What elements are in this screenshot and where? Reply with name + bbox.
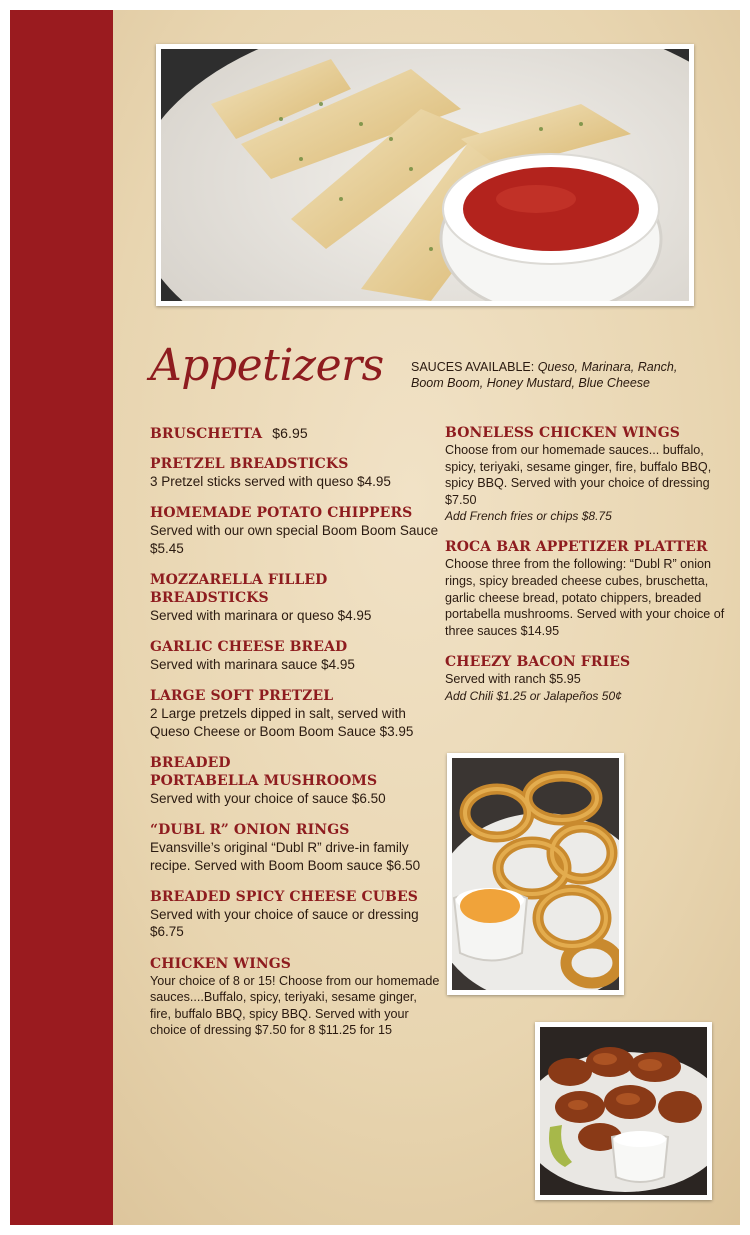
item-description: Served with marinara or queso $4.95 [150,607,372,623]
item-description: Choose three from the following: “Dubl R” onion rings, spicy breaded cheese cubes, bruschetta, garlic cheese bread, potato chippers, breaded portabella mushrooms. Served with your choice of three sauces $14.95 [445,557,725,638]
item-name: CHICKEN WINGS [150,955,292,972]
sauces-label: SAUCES AVAILABLE: [411,360,535,374]
item-name-line2: BREADSTICKS [150,589,269,606]
item-description: Served with your choice of sauce or dressing $6.75 [150,906,419,940]
item-description: 2 Large pretzels dipped in salt, served with Queso Cheese or Boom Boom Sauce $3.95 [150,706,414,739]
item-note: Add French fries or chips $8.75 [445,509,612,524]
item-name: “DUBL R” ONION RINGS [150,822,350,839]
item-name: HOMEMADE POTATO CHIPPERS [150,505,413,522]
item-note: Add Chili $1.25 or Jalapeños 50¢ [445,688,622,703]
item-name: BRUSCHETTA [150,426,263,442]
breadsticks-illustration [161,49,689,301]
item-description: Your choice of 8 or 15! Choose from our homemade sauces....Buffalo, spicy, teriyaki, sesame ginger, fire, buffalo BBQ, spicy BBQ. Served with your choice of dressing $7.50 for 8 $11.25 for 15 [150,973,440,1038]
item-name-line1: MOZZARELLA FILLED [150,571,328,588]
sauces-list-line2: Boom Boom, Honey Mustard, Blue Cheese [411,376,651,390]
menu-item-appetizer-platter [445,538,730,639]
menu-item-pretzel-breadsticks [150,455,440,490]
onion-rings-photo [447,753,624,995]
item-description: Served with ranch $5.95 [445,672,581,687]
item-name-line2: PORTABELLA MUSHROOMS [150,773,378,790]
item-name: CHEEZY BACON FRIES [445,654,631,671]
menu-item-potato-chippers [150,504,440,557]
item-description: Choose from our homemade sauces... buffalo, spicy, teriyaki, sesame ginger, fire, buffalo BBQ, spicy BBQ. Served with your choice of dressing $7.50 [445,443,712,507]
item-name: GARLIC CHEESE BREAD [150,639,348,656]
breadsticks-photo [156,44,694,306]
item-description: Served with your choice of sauce $6.50 [150,791,386,807]
menu-item-bacon-fries [445,653,730,704]
menu-item-soft-pretzel [150,687,440,740]
item-name-line1: BREADED [150,755,231,772]
item-price: $6.95 [272,425,308,441]
page-title: Appetizers [150,340,384,391]
red-side-band [10,10,113,1225]
menu-item-bruschetta [150,424,440,443]
menu-item-chicken-wings [150,955,440,1039]
menu-item-spicy-cheese-cubes [150,888,440,941]
item-name: PRETZEL BREADSTICKS [150,456,349,472]
wings-illustration [540,1027,707,1195]
menu-item-garlic-cheese-bread [150,638,440,673]
menu-item-boneless-wings [445,424,730,524]
item-name: BREADED SPICY CHEESE CUBES [150,888,418,905]
right-menu-column [445,424,730,718]
item-name: LARGE SOFT PRETZEL [150,688,334,705]
sauces-available [411,359,731,391]
menu-page [10,10,740,1225]
item-description: Evansville’s original “Dubl R” drive-in family recipe. Served with Boom Boom sauce $6.50 [150,840,421,873]
menu-item-portabella-mushrooms [150,754,440,807]
left-menu-column [150,424,440,1053]
wings-photo [535,1022,712,1200]
item-name: ROCA BAR APPETIZER PLATTER [445,539,708,556]
menu-item-mozzarella-breadsticks [150,571,440,624]
item-name: BONELESS CHICKEN WINGS [445,425,680,441]
item-description: Served with our own special Boom Boom Sauce $5.45 [150,523,439,556]
sauces-list-line1: Queso, Marinara, Ranch, [537,360,678,374]
item-description: 3 Pretzel sticks served with queso $4.95 [150,474,391,489]
item-description: Served with marinara sauce $4.95 [150,657,355,673]
menu-item-onion-rings [150,821,440,874]
onion-rings-illustration [452,758,619,990]
